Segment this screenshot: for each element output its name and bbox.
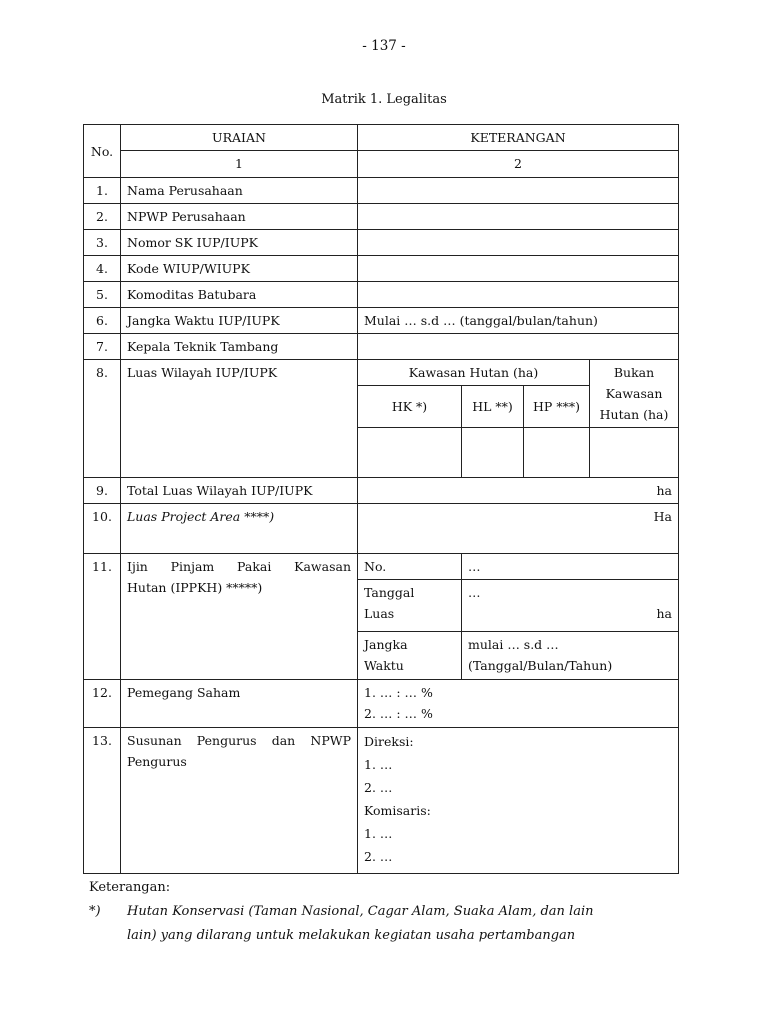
- direksi-2: 2. …: [364, 780, 393, 795]
- hp-header: HP ***): [524, 386, 590, 428]
- row-value: [358, 334, 679, 360]
- row-number: 5.: [84, 282, 121, 308]
- hk-value: [358, 428, 462, 478]
- hk-header: HK *): [358, 386, 462, 428]
- bukan-kawasan-value: [590, 428, 679, 478]
- row-value: [358, 680, 679, 728]
- row-number: 9.: [84, 478, 121, 504]
- row-number: 2.: [84, 204, 121, 230]
- header-col1: 1: [121, 151, 358, 178]
- row-unit: ha: [358, 478, 679, 504]
- row-number: 8.: [84, 360, 121, 478]
- notes-heading: Keterangan:: [89, 880, 171, 895]
- header-no: No.: [84, 125, 121, 178]
- ippkh-luas-label: Luas: [364, 606, 395, 621]
- row-label: [121, 728, 358, 874]
- table-row: [84, 230, 679, 256]
- row-label: Pemegang Saham: [121, 680, 358, 728]
- table-row: [84, 680, 679, 728]
- note-item: [89, 900, 689, 948]
- note-text: [127, 900, 689, 948]
- ippkh-tanggal-label: Tanggal: [364, 585, 415, 600]
- ippkh-no-value: …: [462, 554, 679, 580]
- row-value: [358, 204, 679, 230]
- table-row: [84, 728, 679, 874]
- row-number: 10.: [84, 504, 121, 554]
- komisaris-1: 1. …: [364, 826, 393, 841]
- ippkh-jangka-label: [358, 632, 462, 680]
- ippkh-no-label: No.: [358, 554, 462, 580]
- row-label: Nomor SK IUP/IUPK: [121, 230, 358, 256]
- row-number: 1.: [84, 178, 121, 204]
- row-label: Nama Perusahaan: [121, 178, 358, 204]
- row-number: 6.: [84, 308, 121, 334]
- komisaris-2: 2. …: [364, 849, 393, 864]
- ippkh-label-line-2: Hutan (IPPKH) *****): [127, 580, 263, 595]
- hl-value: [462, 428, 524, 478]
- ippkh-jangka-value-1: mulai … s.d …: [468, 637, 559, 652]
- pengurus-label-line-1: Susunan Pengurus dan NPWP: [127, 733, 351, 748]
- row-value: [358, 256, 679, 282]
- row-value: Mulai … s.d … (tanggal/bulan/tahun): [358, 308, 679, 334]
- direksi-1: 1. …: [364, 757, 393, 772]
- note-mark: *): [89, 904, 101, 919]
- header-col2: 2: [358, 151, 679, 178]
- hl-header: HL **): [462, 386, 524, 428]
- bukan-line-2: Kawasan: [605, 386, 663, 401]
- ippkh-jangka-value: [462, 632, 679, 680]
- table-row: [84, 334, 679, 360]
- ippkh-jangka-value-2: (Tanggal/Bulan/Tahun): [468, 658, 613, 673]
- ippkh-tanggal-value: …: [468, 585, 481, 600]
- table-row: [84, 308, 679, 334]
- luas-project-area-label: Luas Project Area ****): [127, 509, 275, 524]
- row-number: 7.: [84, 334, 121, 360]
- ippkh-tanggal-luas-values: [462, 580, 679, 632]
- ippkh-luas-unit: ha: [656, 606, 673, 621]
- notes-section: [89, 876, 689, 948]
- page-number: - 137 -: [362, 38, 406, 54]
- ippkh-label-line-1: Ijin Pinjam Pakai Kawasan: [127, 559, 351, 574]
- header-uraian: URAIAN: [121, 125, 358, 151]
- table-row: [84, 204, 679, 230]
- row-number: 11.: [84, 554, 121, 680]
- kawasan-hutan-header: Kawasan Hutan (ha): [358, 360, 590, 386]
- row-label: Komoditas Batubara: [121, 282, 358, 308]
- pengurus-label-line-2: Pengurus: [127, 754, 187, 769]
- row-label: Total Luas Wilayah IUP/IUPK: [121, 478, 358, 504]
- table-title: Matrik 1. Legalitas: [321, 92, 447, 107]
- row-label: Luas Wilayah IUP/IUPK: [121, 360, 358, 478]
- row-number: 13.: [84, 728, 121, 874]
- hp-value: [524, 428, 590, 478]
- table-row: [84, 256, 679, 282]
- komisaris-label: Komisaris:: [364, 803, 431, 818]
- legalitas-table: [83, 124, 679, 874]
- table-row: [84, 478, 679, 504]
- ippkh-tanggal-luas-labels: [358, 580, 462, 632]
- table-row: [84, 282, 679, 308]
- row-label: Kepala Teknik Tambang: [121, 334, 358, 360]
- row-number: 4.: [84, 256, 121, 282]
- row-value: [358, 282, 679, 308]
- row-label: [121, 504, 358, 554]
- saham-1: 1. … : … %: [364, 685, 433, 700]
- row-label: Kode WIUP/WIUPK: [121, 256, 358, 282]
- row-value: [358, 728, 679, 874]
- bukan-kawasan-header: [590, 360, 679, 428]
- saham-2: 2. … : … %: [364, 706, 433, 721]
- direksi-label: Direksi:: [364, 734, 414, 749]
- row-label: [121, 554, 358, 680]
- note-line-2: lain) yang dilarang untuk melakukan kegiatan usaha pertambangan: [127, 928, 576, 943]
- bukan-line-1: Bukan: [613, 365, 655, 380]
- row-label: Jangka Waktu IUP/IUPK: [121, 308, 358, 334]
- row-unit: Ha: [358, 504, 679, 554]
- table-row: [84, 504, 679, 554]
- note-line-1: Hutan Konservasi (Taman Nasional, Cagar Alam, Suaka Alam, dan lain: [127, 904, 594, 919]
- table-row: [84, 178, 679, 204]
- row-number: 12.: [84, 680, 121, 728]
- row-value: [358, 178, 679, 204]
- row-label: NPWP Perusahaan: [121, 204, 358, 230]
- header-keterangan: KETERANGAN: [358, 125, 679, 151]
- ippkh-jangka-line-1: Jangka: [364, 637, 408, 652]
- bukan-line-3: Hutan (ha): [599, 407, 669, 422]
- row-number: 3.: [84, 230, 121, 256]
- ippkh-jangka-line-2: Waktu: [364, 658, 404, 673]
- table-row: [84, 360, 679, 386]
- row-value: [358, 230, 679, 256]
- table-row: [84, 554, 679, 580]
